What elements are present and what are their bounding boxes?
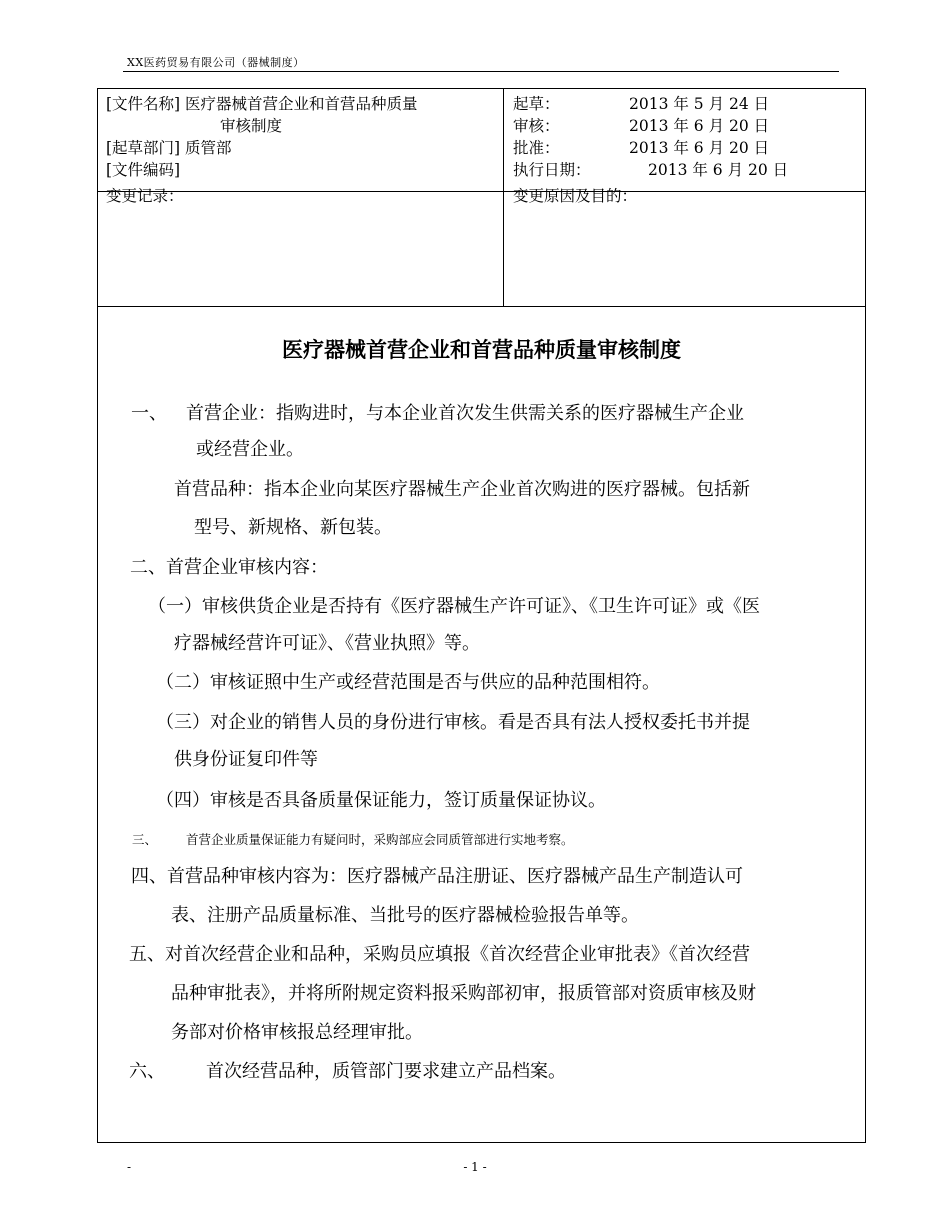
row-divider-info bbox=[98, 191, 865, 192]
section-1-line-2: 或经营企业。 bbox=[196, 439, 304, 460]
review-label: 审核： bbox=[513, 117, 560, 135]
document-header: XX医药贸易有限公司（器械制度） bbox=[127, 56, 305, 69]
section-2-heading: 二、首营企业审核内容： bbox=[130, 557, 328, 578]
file-name-row bbox=[106, 93, 418, 116]
exec-date: 2013 年 6 月 20 日 bbox=[648, 161, 789, 179]
section-5-line-3: 务部对价格审核报总经理审批。 bbox=[171, 1022, 423, 1043]
dept-value: 质管部 bbox=[185, 139, 232, 157]
draft-date: 2013 年 5 月 24 日 bbox=[629, 95, 770, 113]
exec-label: 执行日期： bbox=[513, 161, 591, 179]
file-name-value-cont: 审核制度 bbox=[220, 117, 283, 135]
footer-left: - bbox=[127, 1160, 132, 1174]
section-6: 首次经营品种，质管部门要求建立产品档案。 bbox=[206, 1061, 566, 1082]
file-name-value: 医疗器械首营企业和首营品种质量 bbox=[185, 95, 418, 113]
header-rule bbox=[123, 71, 839, 72]
section-2-1-line-2: 疗器械经营许可证》、《营业执照》等。 bbox=[174, 633, 480, 654]
section-3: 首营企业质量保证能力有疑问时，采购部应会同质管部进行实地考察。 bbox=[186, 832, 574, 847]
dept-row bbox=[106, 137, 232, 160]
section-3-number: 三、 bbox=[132, 832, 158, 847]
section-2-4: （四）审核是否具备质量保证能力，签订质量保证协议。 bbox=[156, 790, 606, 811]
document-title: 医疗器械首营企业和首营品种质量审核制度 bbox=[282, 338, 681, 362]
section-5-line-1: 五、对首次经营企业和品种，采购员应填报《首次经营企业审批表》《首次经营 bbox=[129, 944, 750, 965]
approve-date: 2013 年 6 月 20 日 bbox=[629, 139, 770, 157]
section-5-line-2: 品种审批表》，并将所附规定资料报采购部初审，报质管部对资质审核及财 bbox=[171, 983, 756, 1004]
file-name-label: [文件名称] bbox=[106, 95, 181, 113]
change-record-label: 变更记录： bbox=[106, 187, 184, 205]
code-label: [文件编码] bbox=[106, 161, 181, 179]
section-4-line-1: 四、首营品种审核内容为：医疗器械产品注册证、医疗器械产品生产制造认可 bbox=[131, 866, 743, 887]
section-1-line-1: 首营企业：指购进时，与本企业首次发生供需关系的医疗器械生产企业 bbox=[186, 403, 744, 424]
review-date: 2013 年 6 月 20 日 bbox=[629, 117, 770, 135]
section-2-2: （二）审核证照中生产或经营范围是否与供应的品种范围相符。 bbox=[156, 672, 660, 693]
section-2-1-line-1: （一）审核供货企业是否持有《医疗器械生产许可证》、《卫生许可证》或《医 bbox=[148, 596, 760, 617]
approve-label: 批准： bbox=[513, 139, 560, 157]
row-divider-change bbox=[98, 306, 865, 307]
document-frame bbox=[97, 88, 866, 1143]
section-1b-line-1: 首营品种：指本企业向某医疗器械生产企业首次购进的医疗器械。包括新 bbox=[174, 479, 750, 500]
section-6-number: 六、 bbox=[129, 1061, 165, 1082]
dept-label: [起草部门] bbox=[106, 139, 181, 157]
section-1b-line-2: 型号、新规格、新包装。 bbox=[194, 517, 392, 538]
page-number: - 1 - bbox=[463, 1160, 487, 1174]
section-1-number: 一、 bbox=[131, 403, 167, 424]
section-2-3-line-1: （三）对企业的销售人员的身份进行审核。看是否具有法人授权委托书并提 bbox=[156, 712, 750, 733]
column-divider bbox=[503, 89, 504, 306]
section-4-line-2: 表、注册产品质量标准、当批号的医疗器械检验报告单等。 bbox=[171, 905, 639, 926]
draft-label: 起草： bbox=[513, 95, 560, 113]
change-reason-label: 变更原因及目的： bbox=[513, 187, 638, 205]
section-2-3-line-2: 供身份证复印件等 bbox=[174, 749, 318, 770]
